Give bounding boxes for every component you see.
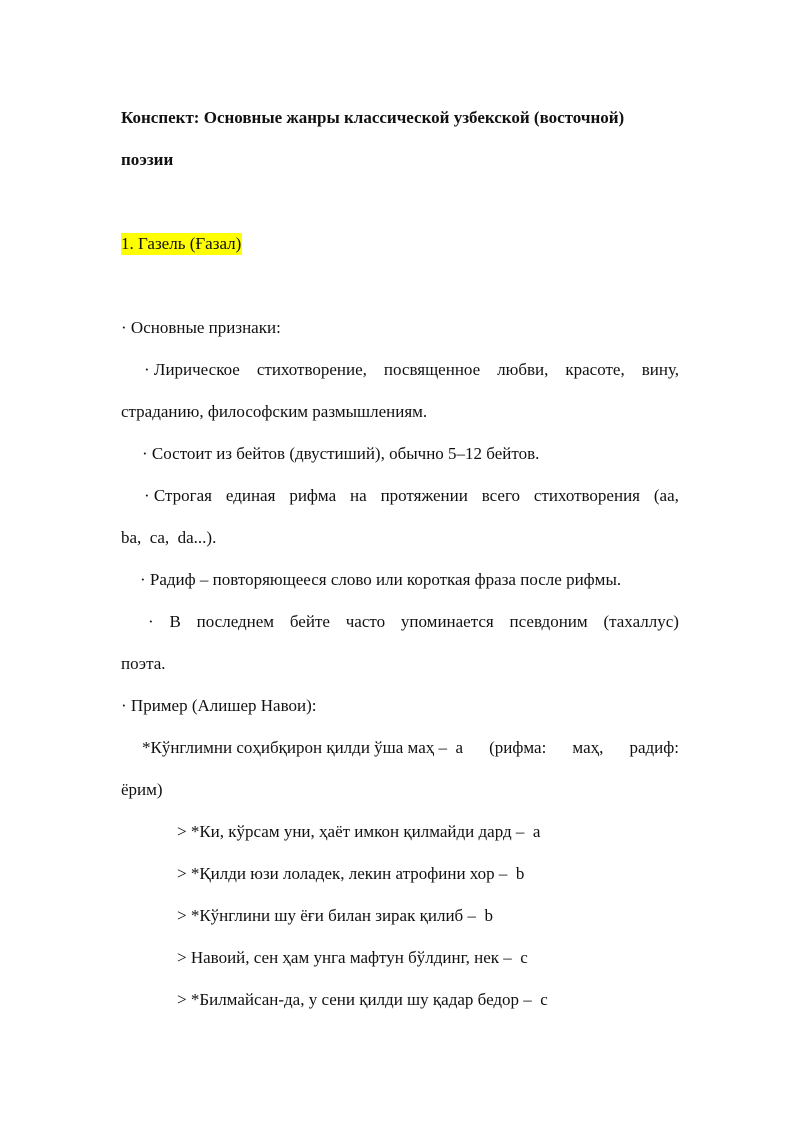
word: стихотворение, xyxy=(256,360,367,379)
feature-1-line-1 xyxy=(144,360,679,380)
example-intro-line-1 xyxy=(142,738,679,758)
word: стихотворения xyxy=(533,486,640,505)
example-intro-line-2: ёрим) xyxy=(121,780,163,799)
section-heading xyxy=(121,234,242,254)
word: часто xyxy=(345,612,386,631)
feature-5-line-2: поэта. xyxy=(121,654,166,673)
example-label: · Пример (Алишер Навои): xyxy=(121,696,317,715)
features-label: · Основные признаки: xyxy=(121,318,281,337)
word: вину, xyxy=(641,360,679,379)
verse-line: > Навоий, сен ҳам унга мафтун бўлдинг, нек – c xyxy=(177,948,528,967)
word: *Кўнглимни соҳибқирон қилди ўша маҳ – a xyxy=(142,738,464,757)
word: бейте xyxy=(289,612,330,631)
word: упоминается xyxy=(400,612,494,631)
verse-line: > *Ки, кўрсам уни, ҳаёт имкон қилмайди дард – a xyxy=(177,822,541,841)
word: протяжении xyxy=(380,486,468,505)
feature-3-line-2: ba, ca, da...). xyxy=(121,528,217,547)
feature-4: · Радиф – повторяющееся слово или короткая фраза после рифмы. xyxy=(140,570,622,589)
word: (рифма: xyxy=(489,738,547,757)
word: посвященное xyxy=(383,360,481,379)
word: рифма xyxy=(289,486,337,505)
verse-line: > *Қилди юзи лоладек, лекин атрофини хор – b xyxy=(177,864,525,883)
word: любви, xyxy=(497,360,549,379)
document-title-line-1: Конспект: Основные жанры классической узбекской (восточной) xyxy=(121,108,625,127)
word: на xyxy=(350,486,367,505)
word: · xyxy=(148,612,154,631)
word: псевдоним xyxy=(509,612,588,631)
word: В xyxy=(169,612,181,631)
feature-2: · Состоит из бейтов (двустиший), обычно 5–12 бейтов. xyxy=(142,444,540,463)
section-heading-highlight: 1. Газель (Ғазал) xyxy=(121,234,242,253)
word: единая xyxy=(225,486,276,505)
word: красоте, xyxy=(565,360,625,379)
word: (aa, xyxy=(653,486,679,505)
feature-1-line-2: страданию, философским размышлениям. xyxy=(121,402,428,421)
feature-5-line-1 xyxy=(148,612,679,632)
document-title-line-2: поэзии xyxy=(121,150,174,169)
word: последнем xyxy=(196,612,275,631)
word: маҳ, xyxy=(572,738,604,757)
word: (тахаллус) xyxy=(603,612,679,631)
word: радиф: xyxy=(629,738,679,757)
word: всего xyxy=(481,486,520,505)
verse-line: > *Кўнглини шу ёғи билан зирак қилиб – b xyxy=(177,906,493,925)
feature-3-line-1 xyxy=(144,486,679,506)
verse-line: > *Билмайсан-да, у сени қилди шу қадар бедор – c xyxy=(177,990,548,1009)
word: · Лирическое xyxy=(144,360,240,379)
word: · Строгая xyxy=(144,486,212,505)
